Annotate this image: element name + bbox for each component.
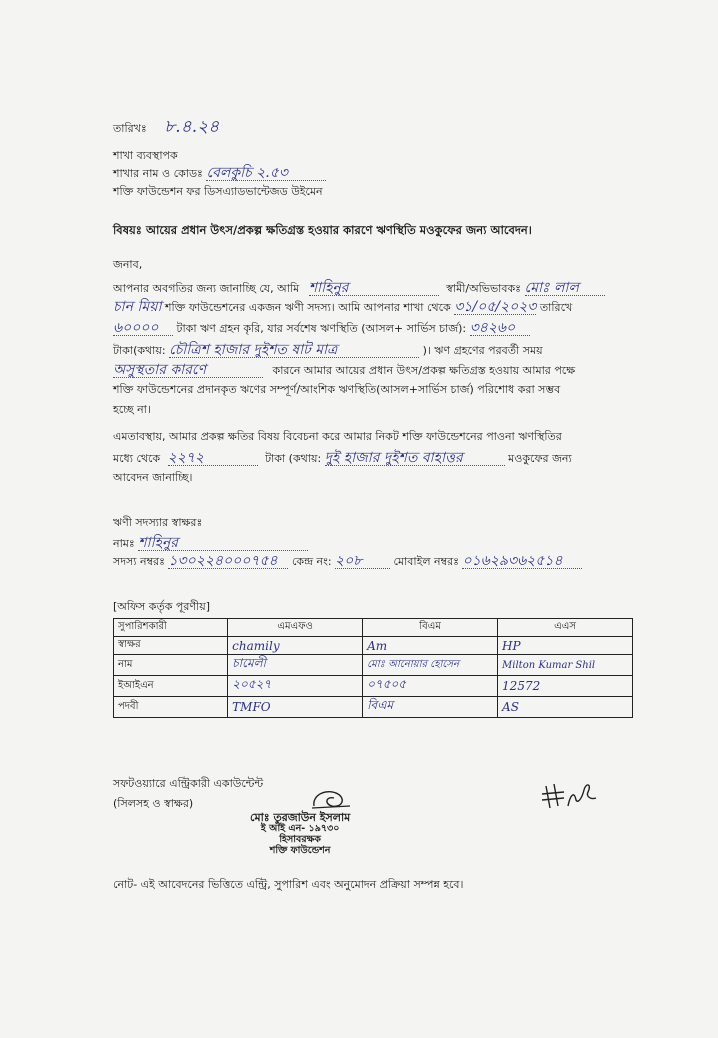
mobile-value: ০১৬২৯৩৬২৫১৪ xyxy=(462,554,582,569)
row-label: ইআইএন xyxy=(114,676,228,697)
waiver-amount-field: ২২৭২ xyxy=(168,451,258,466)
office-heading: [অফিস কর্তৃক পূরণীয়] xyxy=(113,600,210,613)
member-number-label: সদস্য নম্বরঃ xyxy=(113,555,165,568)
member-name-value: শাহিনুর xyxy=(138,536,308,551)
branch-label: শাখার নাম ও কোডঃ xyxy=(113,167,203,180)
member-number-value: ১৩০২২৪০০০৭৫৪ xyxy=(168,554,288,569)
para1-text-4: তারিখে xyxy=(539,301,573,314)
stamp-line: ই আই এন- ১৯৭৩০ xyxy=(260,823,340,834)
para1-text-1: আপনার অবগতির জন্য জানাচ্ছি যে, আমি xyxy=(113,282,300,295)
table-row xyxy=(114,637,633,655)
seal-label: (সিলসহ ও স্বাক্ষর) xyxy=(113,797,194,810)
para1-line7: হচ্ছে না। xyxy=(113,403,151,416)
office-header-cell: এমএফও xyxy=(228,619,363,637)
para2-line2 xyxy=(113,451,572,466)
office-table xyxy=(113,618,633,718)
reason-field: অসুস্থতার কারণে xyxy=(113,363,263,378)
date-line xyxy=(113,117,220,137)
para1-text-7: )। ঋণ গ্রহণের পরবর্তী সময় xyxy=(422,344,543,357)
para1-text-6: টাকা(কথায়: xyxy=(113,344,166,357)
waiver-words-field: দুই হাজার দুইশত বাহাত্তর xyxy=(325,451,505,466)
para2-line1: এমতাবস্থায়, আমার প্রকল্প ক্ষতির বিষয় বিবেচনা করে আমার নিকট শক্তি ফাউন্ডেশনের পাওনা ঋণস্থিতির xyxy=(113,430,562,443)
approver-signature-icon xyxy=(540,778,600,812)
guardian-field-2: চান মিয়া xyxy=(113,299,162,315)
loan-date-field: ৩১/০৫/২০২৩ xyxy=(454,299,537,315)
as-ein: 12572 xyxy=(498,676,633,697)
office-header-cell: এএস xyxy=(498,619,633,637)
office-header-cell: সুপারিশকারী xyxy=(114,619,228,637)
office-header-cell: বিএম xyxy=(363,619,498,637)
row-label: স্বাক্ষর xyxy=(114,637,228,655)
mfo-name: চামেলী xyxy=(228,655,363,676)
as-name: Milton Kumar Shil xyxy=(498,655,633,676)
para1-text-5: টাকা ঋণ গ্রহন কৃরি, যার সর্বশেষ ঋণস্থিতি (আসল+ সার্ভিস চার্জ): xyxy=(176,322,467,335)
mfo-designation: TMFO xyxy=(228,697,363,718)
para1-line1 xyxy=(113,281,605,296)
bm-designation: বিএম xyxy=(363,697,498,718)
as-signature: HP xyxy=(498,637,633,655)
as-designation: AS xyxy=(498,697,633,718)
para2-text-4: মওকুফের জন্য xyxy=(508,452,572,465)
para1-text-8: কারনে আমার আয়ের প্রধান উৎস/প্রকল্প ক্ষতিগ্রস্ত হওয়ায় আমার পক্ষে xyxy=(272,364,576,377)
row-label: পদবী xyxy=(114,697,228,718)
member-number-line xyxy=(113,554,582,569)
balance-field: ৩৪২৬০ xyxy=(470,321,530,336)
para1-line2 xyxy=(113,300,572,315)
date-value: ৮.৪.২৪ xyxy=(164,117,220,137)
table-row xyxy=(114,655,633,676)
table-row xyxy=(114,697,633,718)
branch-line xyxy=(113,166,326,181)
mfo-signature: chamily xyxy=(228,637,363,655)
para2-text-3: টাকা (কথায়: xyxy=(265,452,322,465)
para1-text-2: স্বামী/অভিভাবকঃ xyxy=(446,282,522,295)
bm-ein: ০৭৫০৫ xyxy=(363,676,498,697)
accountant-stamp xyxy=(250,812,350,856)
org-line: শক্তি ফাউন্ডেশন ফর ডিসএ্যাডভান্টেজড উইমেন xyxy=(113,185,323,198)
accountant-signature-icon xyxy=(308,786,354,812)
stamp-line: হিসাবরক্ষক xyxy=(279,834,321,845)
bm-name: মোঃ আনোয়ার হোসেন xyxy=(363,655,498,676)
member-name-line xyxy=(113,536,308,551)
loan-amount-field: ৬০০০০ xyxy=(113,321,173,336)
footer-note: নোট- এই আবেদনের ভিত্তিতে এন্ট্রি, সুপারিশ এবং অনুমোদন প্রক্রিয়া সম্পন্ন হবে। xyxy=(113,878,464,891)
center-value: ২০৮ xyxy=(335,554,390,569)
guardian-field-1: মোঃ লাল xyxy=(525,281,605,296)
para2-text-2: মধ্যে থেকে xyxy=(113,452,161,465)
member-name-field: শাহিনুর xyxy=(309,281,439,296)
para1-line6: শক্তি ফাউন্ডেশনের প্রদানকৃত ঋণের সম্পূর্ণ/আংশিক ঋণস্থিতি(আসল+সার্ভিস চার্জ) পরিশোধ করা সম্ভব xyxy=(113,383,561,396)
para1-text-3: শক্তি ফাউন্ডেশনের একজন ঋণী সদস্য। আমি আপনার শাখা থেকে xyxy=(165,301,451,314)
accountant-label: সফটওয়্যারে এন্ট্রিকারী একাউন্টেন্ট xyxy=(113,777,264,790)
recipient-title: শাখা ব্যবস্থাপক xyxy=(113,149,178,162)
para2-line3: আবেদন জানাচ্ছি। xyxy=(113,471,193,484)
date-label: তারিখঃ xyxy=(113,122,147,135)
branch-value: বেলকুচি ২.৫৩ xyxy=(206,166,326,181)
mfo-ein: ২০৫২৭ xyxy=(228,676,363,697)
para1-line5 xyxy=(113,363,575,378)
table-row xyxy=(114,619,633,637)
bm-signature: Am xyxy=(363,637,498,655)
para1-line4 xyxy=(113,343,543,358)
subject-line: বিষয়ঃ আয়ের প্রধান উৎস/প্রকল্প ক্ষতিগ্রস্ত হওয়ার কারণে ঋণস্থিতি মওকুফের জন্য আবেদন। xyxy=(113,223,532,237)
row-label: নাম xyxy=(114,655,228,676)
member-name-label: নামঃ xyxy=(113,537,135,550)
para1-line3 xyxy=(113,321,530,336)
center-label: কেন্দ্র নং: xyxy=(291,555,332,568)
stamp-line: শক্তি ফাউন্ডেশন xyxy=(269,845,331,856)
salutation: জনাব, xyxy=(113,258,143,271)
member-signature-label: ঋণী সদস্যার স্বাক্ষরঃ xyxy=(113,516,203,529)
table-row xyxy=(114,676,633,697)
balance-words-field: চৌত্রিশ হাজার দুইশত ষাট মাত্র xyxy=(169,343,419,358)
stamp-line: মোঃ তুরজাউন ইসলাম xyxy=(250,811,351,824)
mobile-label: মোবাইল নম্বরঃ xyxy=(393,555,459,568)
